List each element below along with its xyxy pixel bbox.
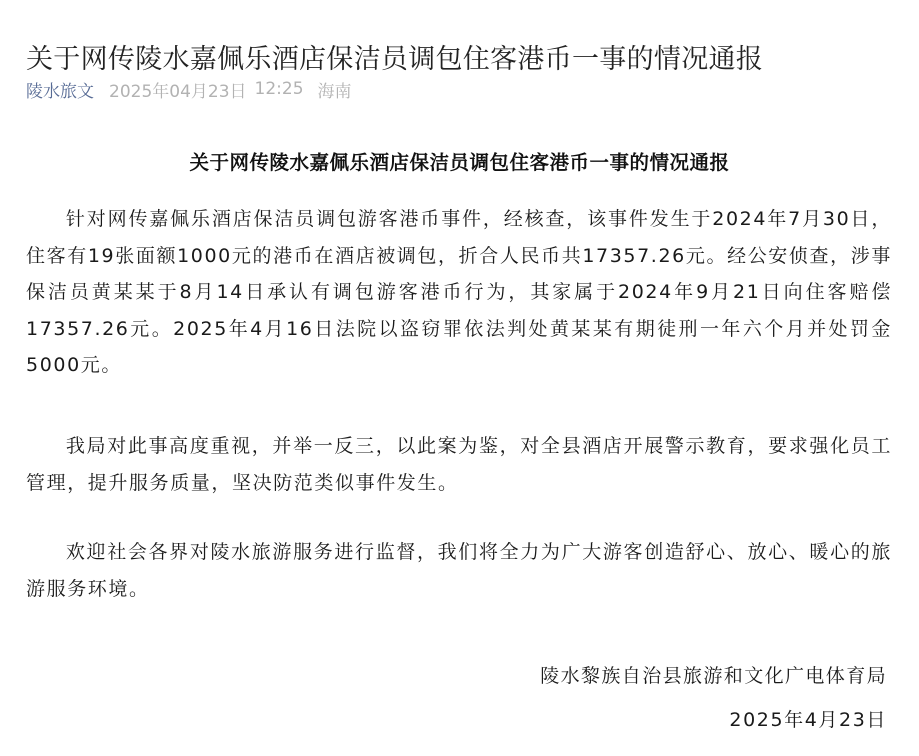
signature-date: 2025年4月23日: [729, 709, 887, 731]
article-title: 关于网传陵水嘉佩乐酒店保洁员调包住客港币一事的情况通报: [26, 44, 764, 76]
publish-date: 2025年04月23日: [109, 81, 247, 102]
paragraph-incident: 针对网传嘉佩乐酒店保洁员调包游客港币事件，经核查，该事件发生于2024年7月30日，住客有19张面额1000元的港币在酒店被调包，折合人民币共17357.26元。经公安侦查，涉事保洁员黄某某于8月14日承认有调包游客港币行为，其家属于2024年9月21日向住客赔偿17357.26元。2025年4月16日法院以盗窃罪依法判处黄某某有期徒刑一年六个月并处罚金5000元。: [26, 208, 892, 376]
notice-heading: 关于网传陵水嘉佩乐酒店保洁员调包住客港币一事的情况通报: [189, 151, 730, 174]
paragraph-response: 我局对此事高度重视，并举一反三，以此案为鉴，对全县酒店开展警示教育，要求强化员工管理，提升服务质量，坚决防范类似事件发生。: [26, 435, 892, 494]
paragraph-welcome: 欢迎社会各界对陵水旅游服务进行监督，我们将全力为广大游客创造舒心、放心、暖心的旅游服务环境。: [26, 541, 892, 600]
article-meta: [26, 76, 352, 102]
publish-location: 海南: [317, 81, 352, 102]
signature-organization: 陵水黎族自治县旅游和文化广电体育局: [540, 665, 887, 687]
publish-time: 12:25: [254, 79, 304, 99]
account-name-link[interactable]: 陵水旅文: [26, 81, 94, 102]
